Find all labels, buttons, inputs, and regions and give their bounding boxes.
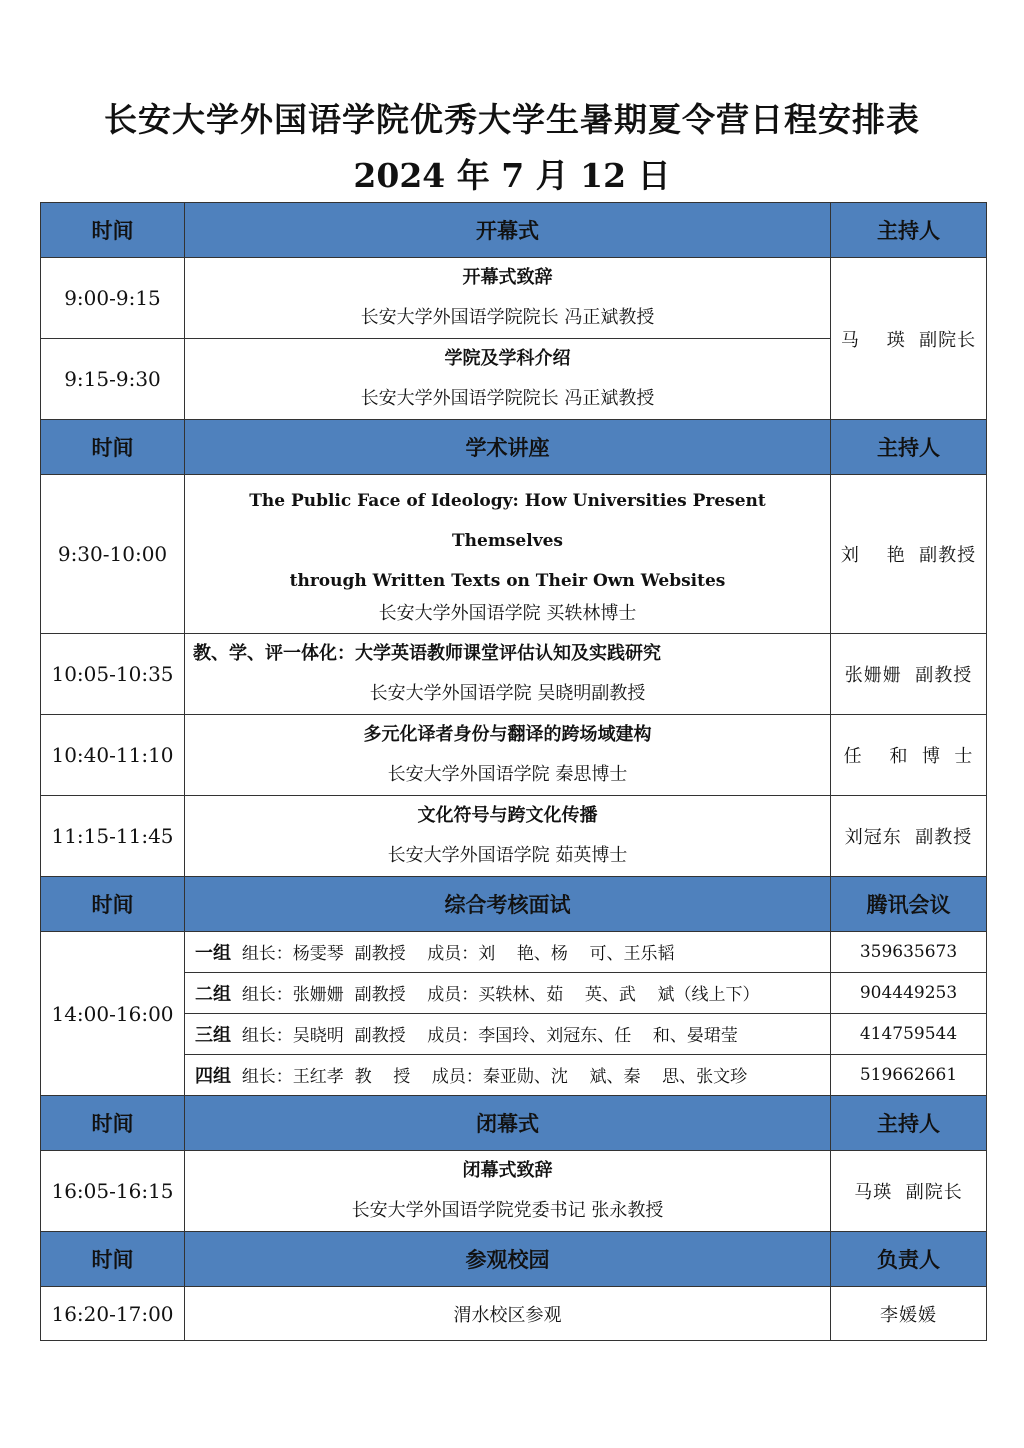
header-time: 时间 — [41, 1232, 185, 1287]
header-row-tour — [41, 1232, 987, 1287]
event-cell: 渭水校区参观 — [185, 1287, 831, 1341]
header-host: 主持人 — [831, 1096, 987, 1151]
event-topic: 教、学、评一体化：大学英语教师课堂评估认知及实践研究 — [193, 643, 661, 664]
table-row — [41, 932, 987, 973]
host-cell: 马 瑛 副院长 — [831, 258, 987, 420]
header-event: 学术讲座 — [185, 420, 831, 475]
meeting-id: 359635673 — [831, 932, 987, 973]
table-row — [41, 634, 987, 715]
group-cell — [185, 932, 831, 973]
header-time: 时间 — [41, 203, 185, 258]
event-cell — [185, 258, 831, 339]
host-cell: 任 和 博 士 — [831, 715, 987, 796]
group-cell — [185, 1055, 831, 1096]
header-host: 主持人 — [831, 203, 987, 258]
schedule-date: 2024 年 7 月 12 日 — [353, 156, 671, 195]
header-time: 时间 — [41, 1096, 185, 1151]
event-cell — [185, 715, 831, 796]
page-title: 长安大学外国语学院优秀大学生暑期夏令营日程安排表 — [104, 100, 920, 139]
group-detail: 组长：张姗姗 副教授 成员：买轶林、茹 英、武 斌（线上下） — [241, 985, 760, 1005]
event-topic: 学院及学科介绍 — [444, 348, 571, 369]
event-topic: 多元化译者身份与翻译的跨场域建构 — [363, 724, 652, 745]
host-cell: 张姗姗 副教授 — [831, 634, 987, 715]
event-cell — [185, 475, 831, 634]
header-event: 开幕式 — [185, 203, 831, 258]
group-name: 四组 — [195, 1066, 231, 1087]
meeting-id: 414759544 — [831, 1014, 987, 1055]
time-cell: 9:30-10:00 — [41, 475, 185, 634]
header-row-opening — [41, 203, 987, 258]
event-speaker: 长安大学外国语学院院长 冯正斌教授 — [360, 388, 655, 409]
table-row — [41, 796, 987, 877]
event-speaker: 长安大学外国语学院 秦思博士 — [387, 764, 628, 785]
host-cell: 李媛媛 — [831, 1287, 987, 1341]
time-cell: 16:20-17:00 — [41, 1287, 185, 1341]
time-cell: 10:05-10:35 — [41, 634, 185, 715]
header-event: 参观校园 — [185, 1232, 831, 1287]
time-cell: 9:15-9:30 — [41, 339, 185, 420]
header-row-interview — [41, 877, 987, 932]
time-cell: 16:05-16:15 — [41, 1151, 185, 1232]
host-cell: 马瑛 副院长 — [831, 1151, 987, 1232]
schedule-table — [40, 202, 986, 1341]
group-cell — [185, 973, 831, 1014]
header-host: 负责人 — [831, 1232, 987, 1287]
event-cell — [185, 634, 831, 715]
group-cell — [185, 1014, 831, 1055]
header-host: 腾讯会议 — [831, 877, 987, 932]
table-row — [41, 1287, 987, 1341]
group-name: 一组 — [195, 943, 231, 964]
event-speaker: 长安大学外国语学院 茹英博士 — [387, 845, 628, 866]
event-topic-line1: The Public Face of Ideology: How Universities Present Themselves — [249, 491, 766, 551]
host-cell: 刘 艳 副教授 — [831, 475, 987, 634]
event-topic: 开幕式致辞 — [462, 267, 553, 288]
event-speaker: 长安大学外国语学院 吴晓明副教授 — [369, 683, 646, 704]
event-topic: 闭幕式致辞 — [462, 1160, 553, 1181]
group-detail: 组长：杨雯琴 副教授 成员：刘 艳、杨 可、王乐韬 — [241, 944, 675, 964]
header-event: 综合考核面试 — [185, 877, 831, 932]
header-row-closing — [41, 1096, 987, 1151]
header-time: 时间 — [41, 877, 185, 932]
event-cell — [185, 339, 831, 420]
group-name: 二组 — [195, 984, 231, 1005]
meeting-id: 904449253 — [831, 973, 987, 1014]
host-cell: 刘冠东 副教授 — [831, 796, 987, 877]
table-row — [41, 258, 987, 339]
time-cell: 10:40-11:10 — [41, 715, 185, 796]
header-host: 主持人 — [831, 420, 987, 475]
event-cell — [185, 1151, 831, 1232]
event-topic-line2: through Written Texts on Their Own Websites — [289, 571, 726, 591]
event-speaker: 长安大学外国语学院党委书记 张永教授 — [351, 1200, 664, 1221]
group-name: 三组 — [195, 1025, 231, 1046]
meeting-id: 519662661 — [831, 1055, 987, 1096]
event-speaker: 长安大学外国语学院院长 冯正斌教授 — [360, 307, 655, 328]
event-cell — [185, 796, 831, 877]
table-row — [41, 475, 987, 634]
group-detail: 组长：王红孝 教 授 成员：秦亚勋、沈 斌、秦 思、张文珍 — [241, 1067, 748, 1087]
event-topic: 文化符号与跨文化传播 — [417, 805, 598, 826]
header-time: 时间 — [41, 420, 185, 475]
time-cell: 9:00-9:15 — [41, 258, 185, 339]
header-event: 闭幕式 — [185, 1096, 831, 1151]
group-detail: 组长：吴晓明 副教授 成员：李国玲、刘冠东、任 和、晏珺莹 — [241, 1026, 738, 1046]
table-row — [41, 1151, 987, 1232]
header-row-lectures — [41, 420, 987, 475]
time-cell: 11:15-11:45 — [41, 796, 185, 877]
event-speaker: 长安大学外国语学院 买轶林博士 — [378, 603, 637, 624]
time-cell: 14:00-16:00 — [41, 932, 185, 1096]
table-row — [41, 715, 987, 796]
